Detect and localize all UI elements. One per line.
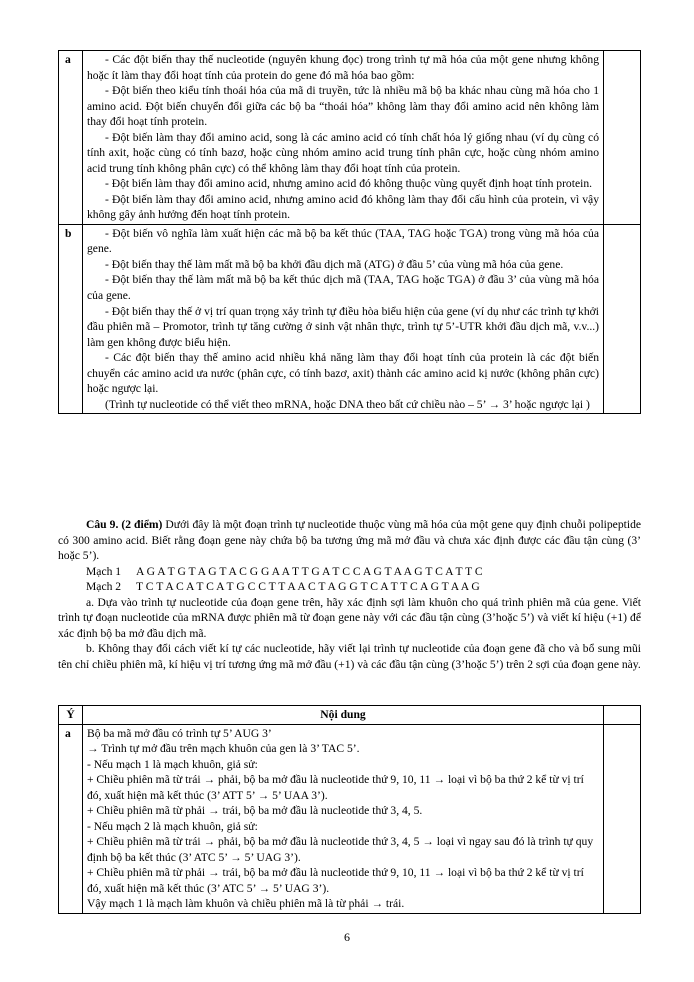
table-row: [59, 724, 641, 913]
paragraph: - Đột biến làm thay đổi amino acid, nhưng amino acid đó không thuộc vùng quyết định hoạt tính protein.: [105, 177, 593, 191]
strand-1-label: Mạch 1: [86, 564, 122, 578]
strand-1: [58, 564, 641, 580]
question-part-b: b. Không thay đổi cách viết kí tự các nucleotide, hãy viết lại trình tự nucleotide của đoạn gene đã cho và bổ sung mũi tên chỉ chiều phiên mã, kí hiệu vị trí tương ứng mã mở đầu (+1) và các đầu tận cùng (3’hoặc 5’) trên 2 sợi của đoạn gene này.: [58, 642, 641, 671]
score-cell: [604, 51, 641, 225]
header-col-1: Ý: [59, 706, 83, 725]
answer-line: + Chiều phiên mã từ phải → trái, bộ ba mở đầu là nucleotide thứ 3, 4, 5.: [87, 804, 423, 818]
answer-line: + Chiều phiên mã từ trái → phải, bộ ba mở đầu là nucleotide thứ 3, 4, 5 → loại vì ngay sau đó là trình tự quy định bộ ba kết thúc (3’ ATC 5’ → 5’ UAG 3’).: [87, 835, 594, 864]
header-col-2: Nội dung: [83, 706, 604, 725]
row-content: [83, 51, 604, 225]
answer-line: + Chiều phiên mã từ phải → trái, bộ ba mở đầu là nucleotide thứ 9, 10, 11 → loại vì bộ ba thứ 2 kể từ vị trí đó, xuất hiện mã kết thúc (3’ ATC 5’ → 5’ UAG 3’).: [87, 866, 584, 895]
paragraph: - Đột biến thay thế làm mất mã bộ ba kết thúc dịch mã (TAA, TAG hoặc TGA) ở đầu 3’ của vùng mã hóa của gene.: [87, 273, 599, 302]
answer-line: + Chiều phiên mã từ trái → phải, bộ ba mở đầu là nucleotide thứ 9, 10, 11 → loại vì bộ ba thứ 2 kể từ vị trí đó, xuất hiện mã kết thúc (3’ ATT 5’ → 5’ UAA 3’).: [87, 773, 584, 802]
strand-2-label: Mạch 2: [86, 580, 122, 594]
strand-1-sequence: A G A T G T A G T A C G G A A T T G A T C C A G T A A G T C A T T C: [136, 564, 483, 578]
answer-line: Bộ ba mã mở đầu có trình tự 5’ AUG 3’: [87, 726, 272, 740]
paragraph: - Đột biến thay thế làm mất mã bộ ba khởi đầu dịch mã (ATG) ở đầu 5’ của vùng mã hóa của gene.: [105, 257, 564, 271]
question-title: Câu 9. (2 điểm): [86, 518, 163, 531]
strand-2: [58, 579, 641, 595]
score-cell: [604, 224, 641, 413]
answer-table-q8: [58, 50, 641, 414]
paragraph: - Các đột biến thay thế amino acid nhiều khả năng làm thay đổi hoạt tính của protein là các đột biến chuyển các amino acid ưa nước (phân cực, có tính bazơ, axit) thành các amino acid kị nước (không phân cực) hoặc ngược lại.: [87, 351, 599, 396]
paragraph: - Đột biến làm thay đổi amino acid, song là các amino acid có tính chất hóa lý giống nhau (ví dụ cùng có tính axit, hoặc cùng có tính bazơ, hoặc cùng nhóm amino acid trung tính phân cực, hoặc cùng nhóm amino acid trung tính không phân cực) có thể không làm thay đổi hoạt tính của protein.: [87, 130, 599, 175]
strand-2-sequence: T C T A C A T C A T G C C T T A A C T A G G T C A T T C A G T A A G: [136, 580, 480, 594]
question-9: [58, 517, 641, 672]
paragraph: - Các đột biến thay thế nucleotide (nguyên khung đọc) trong trình tự mã hóa của một gene nhưng không hoặc ít làm thay đổi hoạt tính của protein do gene đó mã hóa bao gồm:: [87, 53, 599, 82]
question-part-a: a. Dựa vào trình tự nucleotide của đoạn gene trên, hãy xác định sợi làm khuôn cho quá trình phiên mã của gene. Viết trình tự đoạn nucleotide của mRNA được phiên mã từ đoạn gene này với các đầu tận cùng (3’hoặc 5’) và viết kí hiệu (+1) để xác định bộ ba mở đầu dịch mã.: [58, 595, 641, 640]
answer-line: - Nếu mạch 1 là mạch khuôn, giả sử:: [87, 757, 258, 771]
header-col-3: [604, 706, 641, 725]
page-number: 6: [344, 930, 350, 944]
row-label: b: [59, 224, 83, 413]
table-row: [59, 51, 641, 225]
row-content: [83, 224, 604, 413]
row-label: a: [59, 51, 83, 225]
table-header-row: [59, 706, 641, 725]
paragraph: - Đột biến theo kiểu tính thoái hóa của mã di truyền, tức là nhiều mã bộ ba khác nhau cùng mã hóa cho 1 amino acid. Đột biến chuyển đổi giữa các bộ ba “thoái hóa” không làm thay đổi amino acid nên không làm thay đổi hoạt tính protein.: [87, 84, 599, 129]
row-content: [83, 724, 604, 913]
answer-line: → Trình tự mở đầu trên mạch khuôn của gen là 3’ TAC 5’.: [87, 742, 360, 756]
answer-line: Vậy mạch 1 là mạch làm khuôn và chiều phiên mã là từ phải → trái.: [87, 897, 405, 911]
row-label: a: [59, 724, 83, 913]
paragraph: (Trình tự nucleotide có thể viết theo mRNA, hoặc DNA theo bất cứ chiều nào – 5’ → 3’ hoặc ngược lại ): [105, 397, 590, 411]
paragraph: - Đột biến vô nghĩa làm xuất hiện các mã bộ ba kết thúc (TAA, TAG hoặc TGA) trong vùng mã hóa của gene.: [87, 226, 599, 256]
question-text: Dưới đây là một đoạn trình tự nucleotide thuộc vùng mã hóa của một gene quy định chuỗi polipeptide có 300 amino acid. Biết rằng đoạn gene này chứa bộ ba tương ứng mã mở đầu và chưa xác định được các đầu tận cùng (3’ hoặc 5’).: [58, 518, 642, 563]
score-cell: [604, 724, 641, 913]
answer-line: - Nếu mạch 2 là mạch khuôn, giả sử:: [87, 819, 258, 833]
paragraph: - Đột biến thay thế ở vị trí quan trọng xảy trình tự điều hòa biểu hiện của gene (ví dụ như các trình tự khởi đầu phiên mã – Promotor, trình tự tăng cường ở sinh vật nhân thực, trình tự 5’-UTR khởi đầu dịch mã, v.v...) làm gen không được biểu hiện.: [87, 304, 599, 349]
paragraph: - Đột biến làm thay đổi amino acid, nhưng amino acid đó không làm thay đổi cấu hình của protein, vì vậy không gây ảnh hưởng đến hoạt tính protein.: [87, 192, 599, 222]
answer-table-q9: [58, 705, 641, 914]
question-intro: [58, 517, 641, 564]
table-row: [59, 224, 641, 413]
